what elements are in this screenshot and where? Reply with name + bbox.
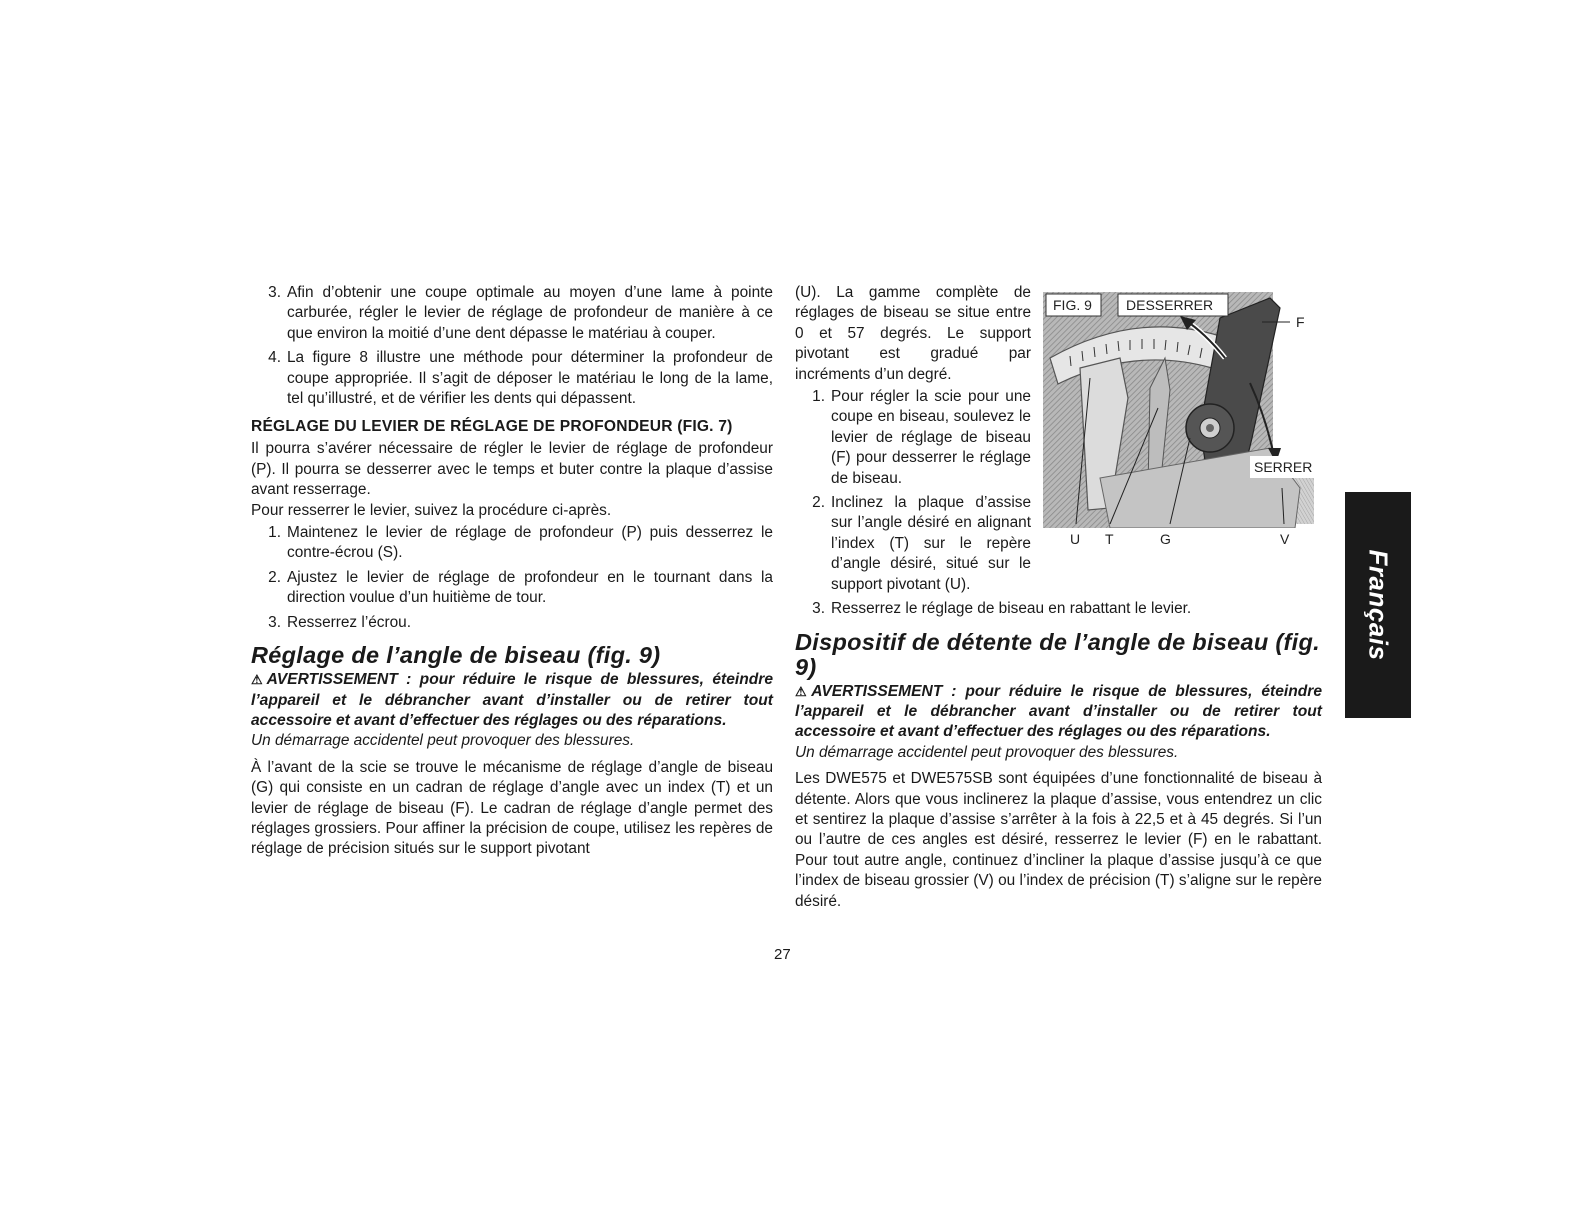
list-item xyxy=(251,523,773,564)
list-text: Inclinez la plaque d’assise sur l’angle désiré en alignant l’index (T) sur le repère d’angle désiré, situé sur le support pivotant (U). xyxy=(831,494,1031,593)
warning-text xyxy=(251,670,773,731)
list-text: Resserrez le réglage de biseau en rabattant le levier. xyxy=(831,600,1192,618)
warning-icon: ⚠ xyxy=(795,683,812,699)
language-tab xyxy=(1345,492,1411,718)
paragraph: (U). La gamme complète de réglages de biseau se situe entre 0 et 57 degrés. Le support pivotant est gradué par incréments d’un degré. xyxy=(795,284,1031,383)
paragraph: Les DWE575 et DWE575SB sont équipées d’une fonctionnalité de biseau à détente. Alors que vous inclinerez la plaque d’assise, vous entendrez un clic et sentirez la plaque d’assise s’arrêter à la fois à 22,5 et à 45 degrés. Si l’un ou l’autre de ces angles est désiré, resserrez le levier (F) en le rabattant. Pour tout autre angle, continuez d’incliner la plaque d’assise jusqu’à ce que l’index de biseau grossier (V) ou l’index de précision (T) s’aligne sur le repère désiré. xyxy=(795,770,1322,910)
callout-u: U xyxy=(1070,531,1081,547)
left-column xyxy=(251,283,773,860)
list-text: La figure 8 illustre une méthode pour déterminer la profondeur de coupe appropriée. Il s’agit de déposer le matériau le long de la lame, tel qu’illustré, et de vérifier les dents qui dépassent. xyxy=(287,349,773,408)
list-item xyxy=(795,387,1031,489)
list-number: 3. xyxy=(268,613,281,631)
warning-icon: ⚠ xyxy=(251,672,267,688)
list-item xyxy=(251,348,773,409)
page-number: 27 xyxy=(774,946,791,963)
list-number: 3. xyxy=(268,284,281,301)
warning-text xyxy=(795,682,1322,743)
list-text: Ajustez le levier de réglage de profondeur en le tournant dans la direction voulue d’un huitième de tour. xyxy=(287,568,773,607)
list-number: 2. xyxy=(812,494,825,512)
paragraph: Pour resserrer le levier, suivez la procédure ci-après. xyxy=(251,501,612,519)
warning-note: Un démarrage accidentel peut provoquer des blessures. xyxy=(251,732,635,750)
warning-body: AVERTISSEMENT : pour réduire le risque de blessures, éteindre l’appareil et le débrancher avant d’installer ou de retirer tout accessoire et avant d’effectuer des réglages ou des réparations. xyxy=(251,671,774,729)
section-heading-bevel-angle: Réglage de l’angle de biseau (fig. 9) xyxy=(251,642,661,669)
list-item xyxy=(795,599,1322,619)
list-number: 1. xyxy=(812,388,825,406)
list-number: 2. xyxy=(268,568,281,586)
text-beside-figure xyxy=(795,283,1031,595)
callout-g: G xyxy=(1160,531,1171,547)
subheading-depth-lever: RÉGLAGE DU LEVIER DE RÉGLAGE DE PROFONDEUR (FIG. 7) xyxy=(251,418,733,436)
list-item xyxy=(251,283,773,344)
warning-note: Un démarrage accidentel peut provoquer des blessures. xyxy=(795,743,1179,761)
language-tab-label: Français xyxy=(1363,549,1394,661)
paragraph: Il pourra s’avérer nécessaire de régler le levier de réglage de profondeur (P). Il pourra se desserrer avec le temps et buter contre la plaque d’assise avant resserrage. xyxy=(251,440,773,499)
loosen-label: DESSERRER xyxy=(1126,297,1214,313)
list-item xyxy=(251,613,773,633)
list-text: Maintenez le levier de réglage de profondeur (P) puis desserrez le contre-écrou (S). xyxy=(287,524,773,562)
list-number: 1. xyxy=(268,524,281,542)
list-number: 4. xyxy=(268,349,281,367)
callout-f: F xyxy=(1296,314,1305,330)
paragraph: À l’avant de la scie se trouve le mécanisme de réglage d’angle de biseau (G) qui consiste en un cadran de réglage d’angle avec un index (T) et un levier de réglage de biseau (F). Le cadran de réglage d’angle permet des réglages grossiers. Pour affiner la précision de coupe, utilisez les repères de réglage de précision situés sur le support pivotant xyxy=(251,758,773,858)
callout-v: V xyxy=(1280,531,1290,547)
list-text: Resserrez l’écrou. xyxy=(287,613,412,631)
list-item xyxy=(251,568,773,609)
callout-t: T xyxy=(1105,531,1114,547)
tighten-label: SERRER xyxy=(1254,459,1313,475)
figure-label: FIG. 9 xyxy=(1053,297,1092,313)
warning-body: AVERTISSEMENT : pour réduire le risque de blessures, éteindre l’appareil et le débrancher avant d’installer ou de retirer tout accessoire et avant d’effectuer des réglages ou des réparations. xyxy=(795,682,1322,741)
figure-9-bevel-mechanism xyxy=(1040,288,1320,548)
list-text: Afin d’obtenir une coupe optimale au moyen d’une lame à pointe carburée, régler le levier de réglage de profondeur de manière à ce que environ la moitié d’une dent dépasse le matériau à couper. xyxy=(287,284,773,342)
list-number: 3. xyxy=(812,600,825,618)
list-item xyxy=(795,493,1031,595)
section-heading-bevel-detent: Dispositif de détente de l’angle de biseau (fig. 9) xyxy=(795,628,1320,680)
list-text: Pour régler la scie pour une coupe en biseau, soulevez le levier de réglage de biseau (F) pour desserrer le réglage de biseau. xyxy=(831,388,1031,487)
